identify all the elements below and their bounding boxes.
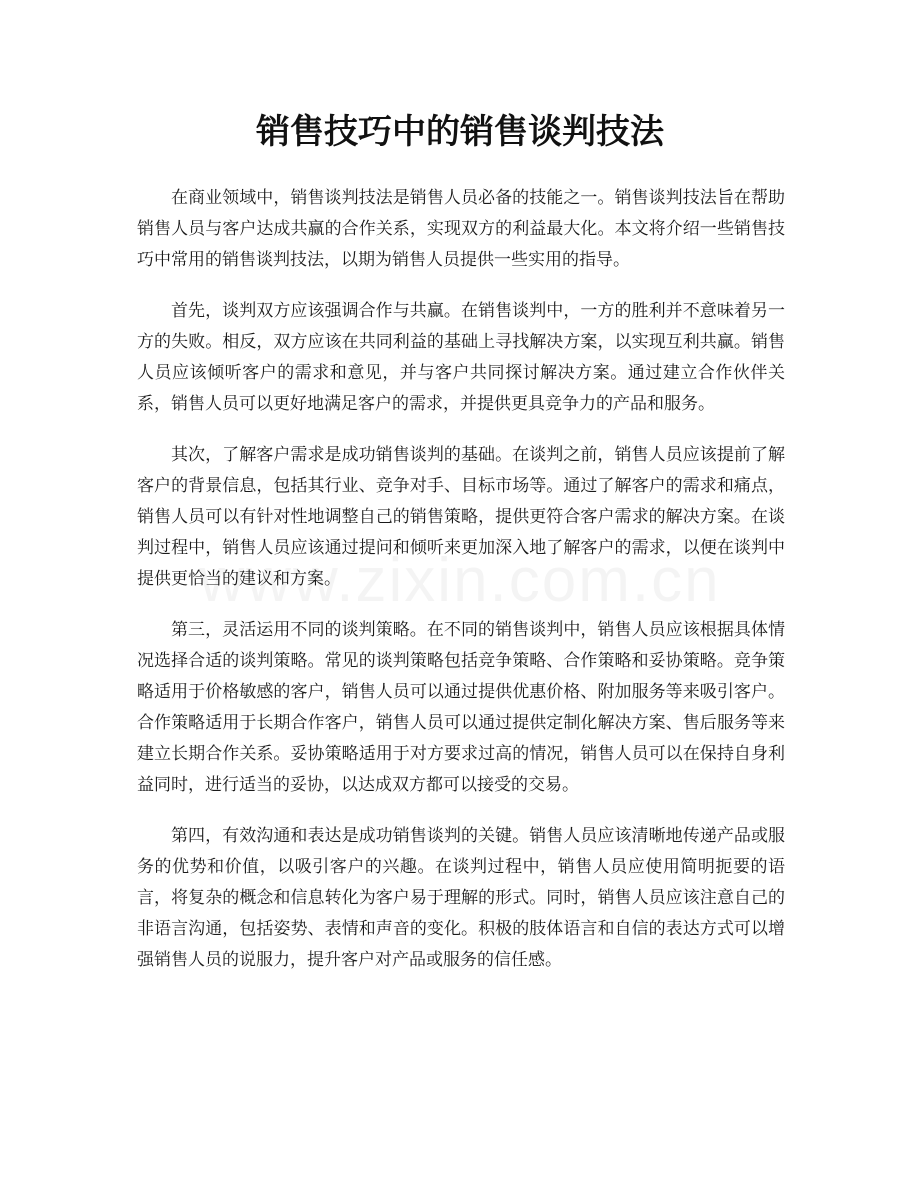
paragraph-intro: 在商业领域中，销售谈判技法是销售人员必备的技能之一。销售谈判技法旨在帮助销售人员与客户达成共赢的合作关系，实现双方的利益最大化。本文将介绍一些销售技巧中常用的销售谈判技法，以期为销售人员提供一些实用的指导。 [137, 188, 785, 270]
paragraph-third: 第三，灵活运用不同的谈判策略。在不同的销售谈判中，销售人员应该根据具体情况选择合适的谈判策略。常见的谈判策略包括竞争策略、合作策略和妥协策略。竞争策略适用于价格敏感的客户，销售人员可以通过提供优惠价格、附加服务等来吸引客户。合作策略适用于长期合作客户，销售人员可以通过提供定制化解决方案、售后服务等来建立长期合作关系。妥协策略适用于对方要求过高的情况，销售人员可以在保持自身利益同时，进行适当的妥协，以达成双方都可以接受的交易。 [137, 620, 785, 795]
paragraph-fourth: 第四，有效沟通和表达是成功销售谈判的关键。销售人员应该清晰地传递产品或服务的优势和价值，以吸引客户的兴趣。在谈判过程中，销售人员应使用简明扼要的语言，将复杂的概念和信息转化为客户易于理解的形式。同时，销售人员应该注意自己的非语言沟通，包括姿势、表情和声音的变化。积极的肢体语言和自信的表达方式可以增强销售人员的说服力，提升客户对产品或服务的信任感。 [137, 826, 785, 970]
paragraph-first: 首先，谈判双方应该强调合作与共赢。在销售谈判中，一方的胜利并不意味着另一方的失败。相反，双方应该在共同利益的基础上寻找解决方案，以实现互利共赢。销售人员应该倾听客户的需求和意见，并与客户共同探讨解决方案。通过建立合作伙伴关系，销售人员可以更好地满足客户的需求，并提供更具竞争力的产品和服务。 [137, 301, 785, 414]
document-title: 销售技巧中的销售谈判技法 [256, 112, 664, 152]
paragraph-second: 其次，了解客户需求是成功销售谈判的基础。在谈判之前，销售人员应该提前了解客户的背景信息，包括其行业、竞争对手、目标市场等。通过了解客户的需求和痛点，销售人员可以有针对性地调整自己的销售策略，提供更符合客户需求的解决方案。在谈判过程中，销售人员应该通过提问和倾听来更加深入地了解客户的需求，以便在谈判中提供更恰当的建议和方案。 [137, 445, 785, 589]
document-body [137, 183, 785, 996]
